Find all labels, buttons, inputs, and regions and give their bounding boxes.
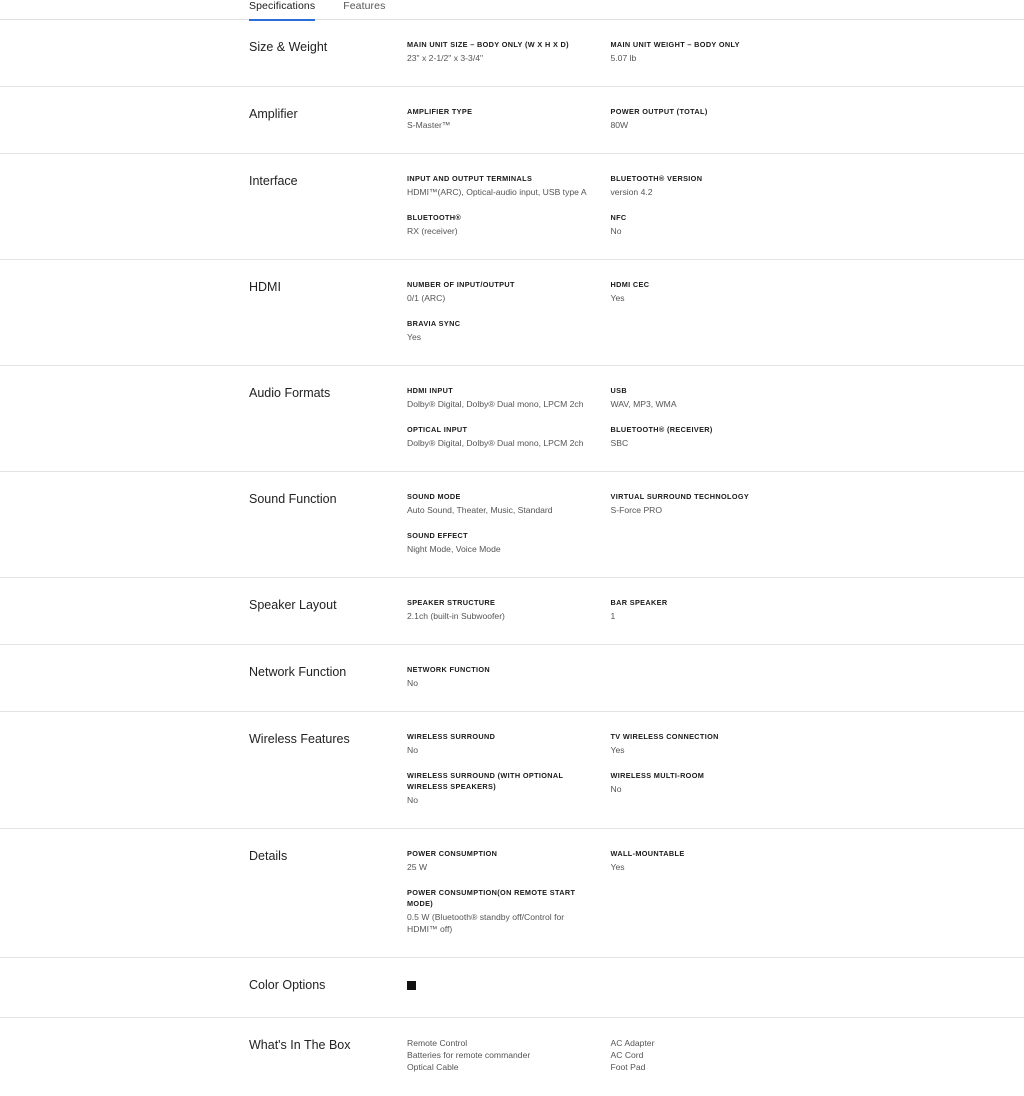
spec-value: Dolby® Digital, Dolby® Dual mono, LPCM 2ch [407,399,584,409]
section-body [407,20,814,86]
section-title: Amplifier [249,107,298,121]
spec-column-right [611,279,815,343]
spec-item [611,212,795,237]
spec-item [407,491,591,516]
spec-value: version 4.2 [610,187,653,197]
tab-specifications[interactable]: Specifications [249,0,315,21]
spec-column-left [407,279,611,343]
spec-value: 25 W [407,862,428,872]
spec-item [407,212,591,237]
spec-column-left [407,173,611,237]
spec-value: 0.5 W (Bluetooth® standby off/Control for HDMI™ off) [407,912,565,934]
section-color-options [0,958,1024,1018]
spec-item [611,279,795,304]
spec-value: Dolby® Digital, Dolby® Dual mono, LPCM 2ch [407,438,584,448]
section-interface [0,154,1024,260]
box-contents [407,1037,814,1074]
spec-value: No [407,795,418,805]
spec-value: Night Mode, Voice Mode [407,544,501,554]
tab-bar [0,0,1024,20]
spec-label: POWER OUTPUT (TOTAL) [610,107,708,116]
section-wireless-features [0,712,1024,829]
list-item: Optical Cable [407,1062,459,1073]
spec-item [407,385,591,410]
spec-label: MAIN UNIT SIZE – BODY ONLY (W X H X D) [407,40,569,49]
spec-column-right [611,977,815,995]
section-network-function [0,645,1024,712]
spec-column-right [611,173,815,237]
spec-item [407,848,591,873]
spec-value: WAV, MP3, WMA [610,399,677,409]
spec-item [407,664,591,689]
section-title: Color Options [249,978,326,992]
spec-label: SPEAKER STRUCTURE [407,598,496,607]
section-details [0,829,1024,958]
spec-label: HDMI INPUT [407,386,454,395]
spec-value: 1 [610,611,616,621]
spec-item [611,385,795,410]
spec-value: 5.07 lb [610,53,637,63]
list-item: Batteries for remote commander [407,1050,531,1061]
section-title: What's In The Box [249,1038,351,1052]
spec-column-right [611,664,815,689]
spec-column-right [611,491,815,555]
section-title: Network Function [249,665,347,679]
section-body [407,829,814,957]
spec-value: Auto Sound, Theater, Music, Standard [407,505,553,515]
section-whats-in-the-box [0,1018,1024,1096]
spec-label: BAR SPEAKER [610,598,668,607]
section-body [407,578,814,644]
spec-item [407,424,591,449]
spec-label: BRAVIA SYNC [407,319,461,328]
spec-label: POWER CONSUMPTION [407,849,498,858]
spec-value: No [407,745,418,755]
spec-item [407,887,591,935]
section-amplifier [0,87,1024,154]
section-title: Speaker Layout [249,598,337,612]
list-item: AC Adapter [610,1038,655,1048]
spec-label: NUMBER OF INPUT/OUTPUT [407,280,515,289]
list-item: Foot Pad [610,1062,646,1073]
spec-item [407,770,591,806]
spec-label: WIRELESS MULTI-ROOM [610,771,705,780]
section-speaker-layout [0,578,1024,645]
spec-item [611,424,795,449]
spec-value: 0/1 (ARC) [407,293,446,303]
spec-value: No [610,784,622,794]
spec-label: HDMI CEC [610,280,650,289]
spec-item [407,318,591,343]
spec-column-left [407,39,611,64]
spec-column-right [611,731,815,806]
spec-value: RX (receiver) [407,226,458,236]
spec-item [611,731,795,756]
section-body [407,366,814,471]
spec-label: AMPLIFIER TYPE [407,107,473,116]
spec-item [611,848,795,873]
section-title: Interface [249,174,298,188]
spec-label: NFC [610,213,627,222]
spec-value: No [407,678,418,688]
spec-label: NETWORK FUNCTION [407,665,491,674]
spec-item [407,530,591,555]
section-title: Wireless Features [249,732,350,746]
box-column-left [407,1037,611,1074]
box-column-right [611,1037,815,1074]
spec-label: WALL-MOUNTABLE [610,849,685,858]
spec-label: TV WIRELESS CONNECTION [610,732,719,741]
spec-column-left [407,597,611,622]
spec-column-left [407,491,611,555]
spec-column-left [407,731,611,806]
spec-label: POWER CONSUMPTION(ON REMOTE START MODE) [407,888,576,908]
spec-item [407,173,591,198]
section-body [407,472,814,577]
spec-value: Yes [610,745,625,755]
spec-label: BLUETOOTH® [407,213,462,222]
spec-item [611,173,795,198]
spec-item [611,491,795,516]
list-item: AC Cord [610,1050,644,1061]
spec-item [611,106,795,131]
section-title: Audio Formats [249,386,331,400]
spec-column-right [611,39,815,64]
color-swatch-column [407,977,611,995]
spec-label: SOUND MODE [407,492,461,501]
spec-column-left [407,106,611,131]
section-sound-function [0,472,1024,578]
spec-item [407,731,591,756]
spec-label: VIRTUAL SURROUND TECHNOLOGY [610,492,750,501]
spec-item [407,106,591,131]
spec-item [407,39,591,64]
spec-column-left [407,385,611,449]
section-body [407,87,814,153]
spec-value: S-Master™ [407,120,451,130]
spec-column-right [611,106,815,131]
list-item: Remote Control [407,1038,468,1048]
spec-item [407,597,591,622]
spec-column-right [611,848,815,935]
section-title: Details [249,849,288,863]
section-title: Size & Weight [249,40,328,54]
spec-label: WIRELESS SURROUND [407,732,496,741]
spec-value: 2.1ch (built-in Subwoofer) [407,611,505,621]
spec-value: Yes [610,293,625,303]
spec-value: S-Force PRO [610,505,663,515]
spec-label: BLUETOOTH® (RECEIVER) [610,425,713,434]
spec-label: OPTICAL INPUT [407,425,468,434]
spec-value: SBC [610,438,629,448]
spec-label: INPUT AND OUTPUT TERMINALS [407,174,533,183]
section-body [407,712,814,828]
spec-label: WIRELESS SURROUND (WITH OPTIONAL WIRELESS SPEAKERS) [407,771,564,791]
spec-column-right [611,385,815,449]
tab-features[interactable]: Features [343,0,386,12]
spec-value: Yes [407,332,422,342]
section-body [407,1018,814,1096]
section-body [407,154,814,259]
section-title: HDMI [249,280,281,294]
spec-value: 23" x 2-1/2" x 3-3/4" [407,53,484,63]
spec-item [611,597,795,622]
section-audio-formats [0,366,1024,472]
section-size-weight [0,20,1024,87]
section-body [407,645,814,711]
section-title: Sound Function [249,492,337,506]
section-body [407,260,814,365]
spec-value: 80W [610,120,629,130]
spec-item [407,279,591,304]
spec-column-left [407,664,611,689]
spec-item [611,39,795,64]
black-swatch[interactable] [407,981,416,990]
spec-label: USB [610,386,627,395]
spec-label: SOUND EFFECT [407,531,468,540]
spec-value: No [610,226,622,236]
spec-label: BLUETOOTH® VERSION [610,174,703,183]
spec-column-left [407,848,611,935]
spec-value: Yes [610,862,625,872]
spec-label: MAIN UNIT WEIGHT – BODY ONLY [610,40,740,49]
section-hdmi [0,260,1024,366]
section-body [407,958,814,1017]
spec-value: HDMI™(ARC), Optical-audio input, USB type A [407,187,587,197]
spec-column-right [611,597,815,622]
spec-item [611,770,795,795]
